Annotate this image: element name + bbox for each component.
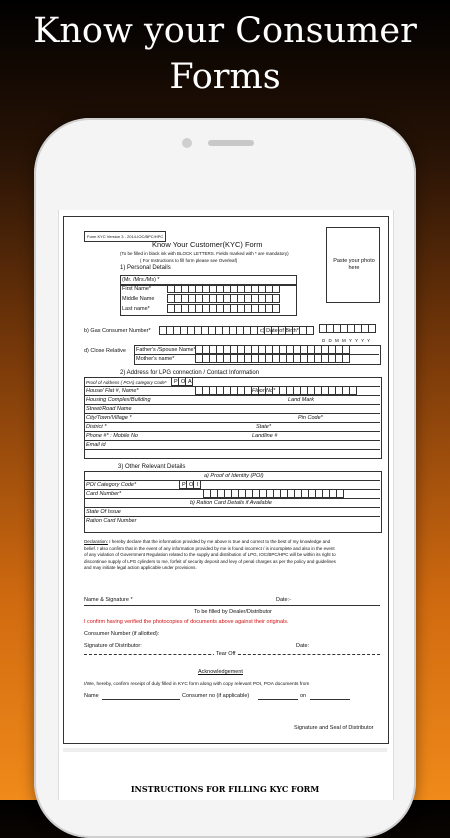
- house-label: House/ Flat #, Name*: [86, 388, 139, 394]
- distributor-signature-label: Signature of Distributor:: [84, 643, 142, 649]
- section-personal: 1) Personal Details: [120, 265, 171, 271]
- headline-line-2: Forms: [169, 57, 281, 97]
- ack-consumer-label: Consumer no (if applicable): [182, 693, 250, 699]
- state-issue-label: State Of Issue: [86, 509, 121, 515]
- relative-label: d) Close Relative: [84, 348, 126, 354]
- poi-heading: a) Proof of Identity (POI): [204, 473, 264, 479]
- mother-label: Mother's name*: [136, 356, 175, 362]
- instructions-page: [63, 748, 387, 800]
- tear-off-label: Tear Off: [216, 651, 236, 657]
- city-label: City/Town/Village *: [86, 415, 132, 421]
- landline-label: Landline #: [252, 433, 278, 439]
- declaration-line-5: and may initiate legal action applicable under provisions.: [84, 565, 197, 570]
- acknowledgement-heading: Acknowledgement: [198, 669, 243, 675]
- last-name-label: Last name*: [122, 306, 150, 312]
- declaration-label: Declaration:: [84, 539, 109, 544]
- street-label: Street/Road Name: [86, 406, 132, 412]
- ack-name-label: Name: [84, 693, 99, 699]
- section-other: 3) Other Relevant Details: [118, 464, 186, 470]
- pin-label: Pin Code*: [298, 415, 323, 421]
- first-name-label: First Name*: [122, 286, 152, 292]
- floor-label: Floor No*: [252, 388, 276, 394]
- ration-heading: b) Ration Card Details if Available: [190, 500, 272, 506]
- card-number-label: Card Number*: [86, 491, 122, 497]
- declaration-line-1: I hereby declare that the information provided by me above is true and correct to the best of my knowledge and: [109, 539, 331, 544]
- form-note-1: (To be filled in black ink with BLOCK LETTERS. Fields marked with * are mandatory): [120, 251, 289, 256]
- poa-p: P: [174, 379, 178, 385]
- father-cells[interactable]: [196, 345, 350, 354]
- district-label: District *: [86, 424, 107, 430]
- father-label: Father's /Spouse Name*: [136, 347, 196, 353]
- card-cells[interactable]: [204, 489, 344, 498]
- phone-label: Phone #* : Mobile No: [86, 433, 138, 439]
- headline-line-1: Know your Consumer: [33, 11, 417, 51]
- instructions-title: INSTRUCTIONS FOR FILLING KYC FORM: [130, 784, 320, 794]
- poi-code-label: POI Category Code*: [86, 482, 137, 488]
- speaker-icon: [208, 140, 254, 146]
- dealer-heading: To be filled by Dealer/Distributor: [194, 609, 272, 615]
- camera-icon: [182, 138, 192, 148]
- acknowledgement-text: I/We, hereby, confirm receipt of duly filled in KYC form along with copy relevant POI, POA documents from: [84, 682, 310, 687]
- address-cells[interactable]: [196, 386, 357, 395]
- headline: [0, 8, 450, 100]
- form-title: Know Your Customer(KYC) Form: [152, 240, 263, 249]
- poi-i: I: [197, 482, 199, 488]
- poi-p: P: [182, 482, 186, 488]
- first-name-cells[interactable]: [168, 284, 280, 293]
- poa-o: O: [181, 379, 186, 385]
- form-version: Form KYC Version 3 - 2014-IOC/BPC/HPC: [84, 231, 166, 242]
- declaration-line-2: belief. I also confirm that in the event of any information provided by me is found incorrect / is incomplete and also in the event: [84, 545, 335, 551]
- declaration-line-4: discontinue supply of LPG cylinders to me, forfeit of security deposit and levy of penal charges as per the policy and guidelines: [84, 558, 336, 564]
- photo-box: [326, 227, 380, 303]
- landmark-label: Land Mark: [288, 397, 314, 403]
- email-label: Email id: [86, 442, 106, 448]
- middle-name-label: Middle Name: [122, 296, 155, 302]
- form-note-2: ( For Instructions to fill form please see Overleaf): [140, 258, 238, 263]
- middle-name-cells[interactable]: [168, 294, 280, 303]
- title-label: (Mr. /Mrs./Ms) *: [122, 277, 160, 283]
- poa-a: A: [188, 379, 192, 385]
- declaration: [84, 539, 336, 572]
- phone-screen[interactable]: [58, 210, 394, 800]
- consumer-number-label: Consumer Number (if allotted):: [84, 631, 160, 637]
- confirm-text: I confirm having verified the photocopies of documents above against their originals.: [84, 619, 289, 625]
- ack-on-label: on: [300, 693, 307, 699]
- dob-format: D D M M Y Y Y Y: [322, 338, 372, 343]
- dob-label: c) Date of Birth*: [260, 328, 299, 334]
- section-address: 2) Address for LPG connection / Contact Information: [120, 370, 260, 376]
- seal-label: Signature and Seal of Distributor: [294, 725, 374, 731]
- mother-cells[interactable]: [196, 354, 350, 363]
- state-label: State*: [256, 424, 271, 430]
- gas-consumer-label: b) Gas Consumer Number*: [84, 328, 151, 334]
- ration-number-label: Ration Card Number: [86, 518, 137, 524]
- last-name-cells[interactable]: [168, 304, 280, 313]
- poi-o: O: [189, 482, 194, 488]
- photo-label: Paste your photo here: [333, 258, 375, 271]
- complex-label: Housing Complex/Building: [86, 397, 151, 403]
- signature-label: Name & Signature *: [84, 597, 133, 603]
- signature-date-label: Date:-: [276, 597, 291, 603]
- poa-label: Proof of Address ( POA) category Code*: [86, 380, 167, 385]
- dob-cells[interactable]: [320, 324, 376, 333]
- distributor-date-label: Date:: [296, 643, 310, 649]
- kyc-form-page: [63, 216, 389, 744]
- declaration-line-3: of any violation of Government Regulation related to the supply and distribution of LPG, IOC/BPC/HPC will be within its right to: [84, 552, 336, 557]
